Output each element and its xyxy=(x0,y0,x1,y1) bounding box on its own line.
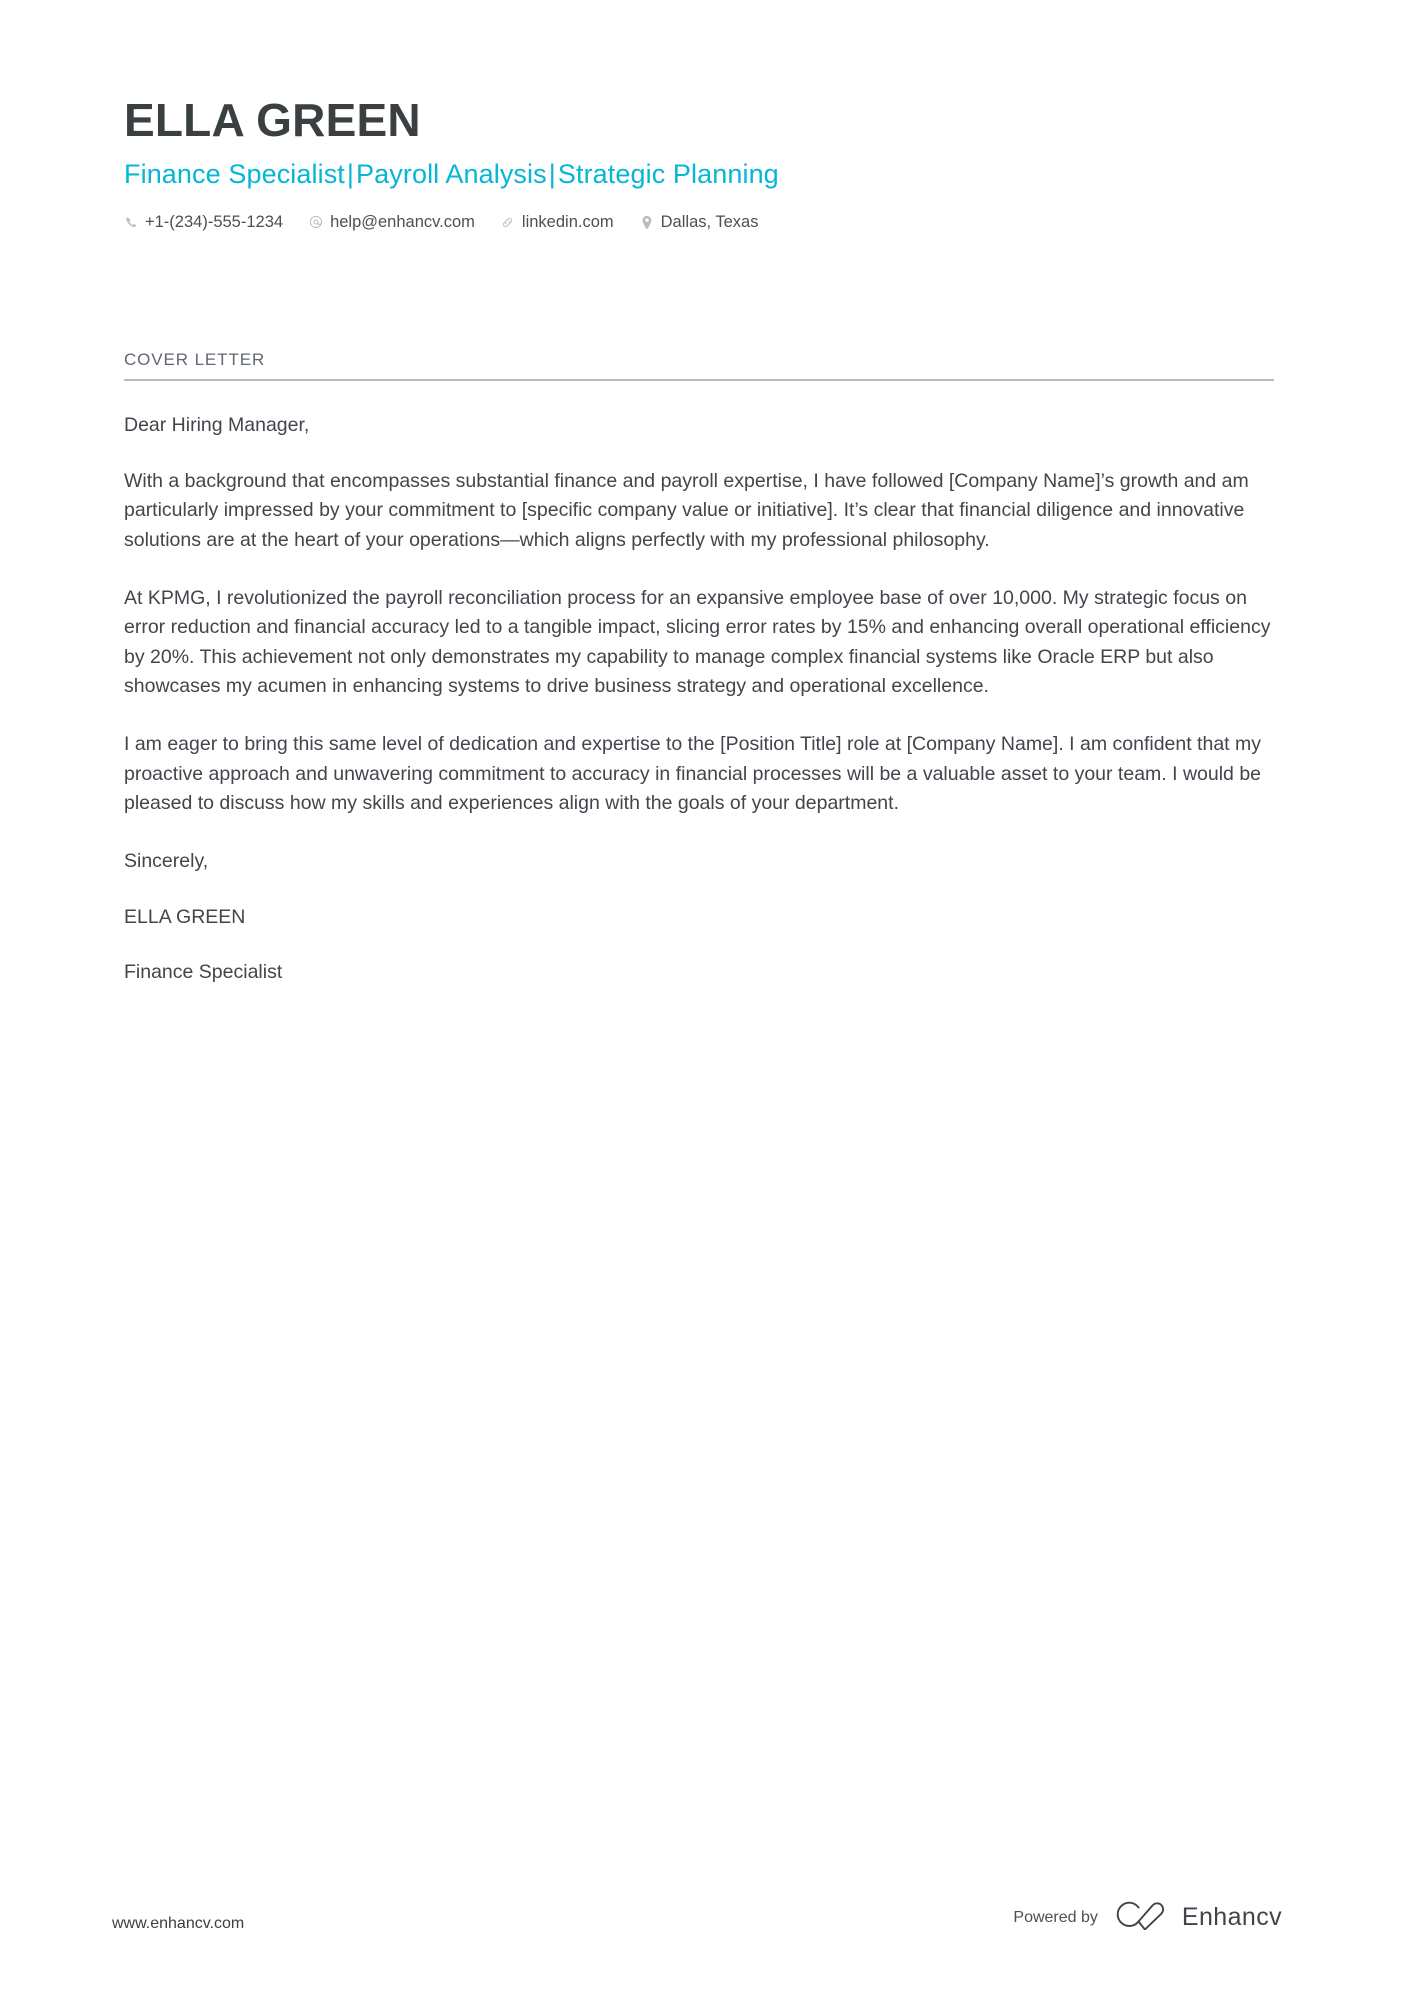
signature-title: Finance Specialist xyxy=(124,961,283,984)
page-title: ELLA GREEN xyxy=(124,94,421,146)
headline-separator: | xyxy=(346,159,355,190)
enhancv-brand[interactable] xyxy=(1114,1900,1282,1935)
contact-link[interactable] xyxy=(501,214,614,231)
document-header xyxy=(124,96,1274,231)
email-icon xyxy=(309,214,323,230)
letter-paragraph-2: At KPMG, I revolutionized the payroll reconciliation process for an expansive employee base of over 10,000. My strategic focus on error reduction and financial accuracy led to a tangible impact, slicing error rates by 15% and enhancing overall operational efficiency by 20%. This achievement not only demonstrates my capability to manage complex financial systems like Oracle ERP but also showcases my acumen in enhancing systems to drive business strategy and operational excellence. xyxy=(124,586,1271,698)
contact-link-value: linkedin.com xyxy=(521,213,614,232)
footer-website-url[interactable]: www.enhancv.com xyxy=(112,1915,245,1932)
contact-email[interactable] xyxy=(309,214,475,231)
professional-headline xyxy=(124,158,1274,192)
headline-part-3: Strategic Planning xyxy=(557,159,779,190)
contact-phone[interactable] xyxy=(124,214,283,231)
letter-paragraph-1: With a background that encompasses substantial finance and payroll expertise, I have followed [Company Name]’s growth and am particularly impressed by your commitment to [specific company value or initiative]. It’s clear that financial diligence and innovative solutions are at the heart of your operations—which aligns perfectly with my professional philosophy. xyxy=(124,469,1249,551)
contact-phone-value: +1-(234)-555-1234 xyxy=(145,213,284,232)
location-pin-icon xyxy=(640,214,654,230)
page-footer xyxy=(0,1875,1410,1995)
section-title: COVER LETTER xyxy=(124,350,266,369)
headline-separator: | xyxy=(548,159,556,190)
powered-by-block xyxy=(1013,1900,1282,1935)
letter-paragraph-3: I am eager to bring this same level of dedication and expertise to the [Position Title] role at [Company Name]. I am confident that my proactive approach and unwavering commitment to accuracy in financial processes will be a valuable asset to your team. I would be pleased to discuss how my skills and experiences align with the goals of your department. xyxy=(124,733,1262,815)
letter-salutation: Dear Hiring Manager, xyxy=(124,414,310,436)
enhancv-logo-icon xyxy=(1114,1900,1170,1935)
section-divider xyxy=(124,379,1274,381)
letter-closing: Sincerely, xyxy=(124,849,209,872)
headline-part-1: Finance Specialist xyxy=(124,159,345,190)
signature-name: ELLA GREEN xyxy=(124,905,246,928)
headline-part-2: Payroll Analysis xyxy=(356,159,547,190)
contact-location[interactable] xyxy=(640,214,759,231)
contact-location-value: Dallas, Texas xyxy=(660,213,759,232)
phone-icon xyxy=(124,214,138,230)
letter-body xyxy=(124,411,1274,988)
contact-info-row xyxy=(124,214,1274,231)
enhancv-brand-name: Enhancv xyxy=(1181,1903,1282,1931)
cover-letter-section xyxy=(124,350,1274,988)
link-icon xyxy=(501,214,515,230)
powered-by-label: Powered by xyxy=(1013,1908,1098,1926)
contact-email-value: help@enhancv.com xyxy=(330,213,475,232)
